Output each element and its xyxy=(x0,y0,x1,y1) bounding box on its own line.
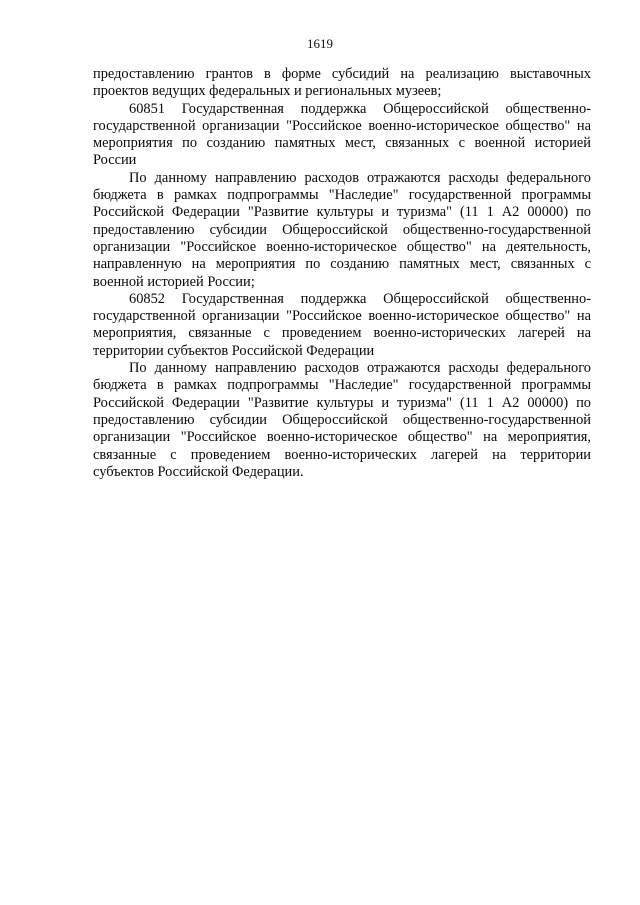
document-body xyxy=(93,66,591,481)
paragraph-60852-description: По данному направлению расходов отражаются расходы федерального бюджета в рамках подпрограммы "Наследие" государственной программы Российской Федерации "Развитие культуры и туризма" (11 1 А2 00000) по предоставлению субсидии Общероссийской общественно-государственной организации "Российское военно-историческое общество" на мероприятия, связанные с проведением военно-исторических лагерей на территории субъектов Российской Федерации. xyxy=(93,360,591,480)
paragraph-60851-description: По данному направлению расходов отражаются расходы федерального бюджета в рамках подпрограммы "Наследие" государственной программы Российской Федерации "Развитие культуры и туризма" (11 1 А2 00000) по предоставлению субсидии Общероссийской общественно-государственной организации "Российское военно-историческое общество" на деятельность, направленную на мероприятия по созданию памятных мест, связанных с военной историей России; xyxy=(93,169,591,290)
paragraph-grants-continuation: предоставлению грантов в форме субсидий на реализацию выставочных проектов ведущих федеральных и региональных музеев; xyxy=(93,66,591,100)
paragraph-60852-heading: 60852 Государственная поддержка Общероссийской общественно-государственной организации "Российское военно-историческое общество" на мероприятия, связанные с проведением военно-исторических лагерей на территории субъектов Российской Федерации xyxy=(93,290,591,359)
page-number: 1619 xyxy=(307,36,333,51)
paragraph-60851-heading: 60851 Государственная поддержка Общероссийской общественно-государственной организации "Российское военно-историческое общество" на мероприятия по созданию памятных мест, связанных с военной историей России xyxy=(93,100,591,169)
